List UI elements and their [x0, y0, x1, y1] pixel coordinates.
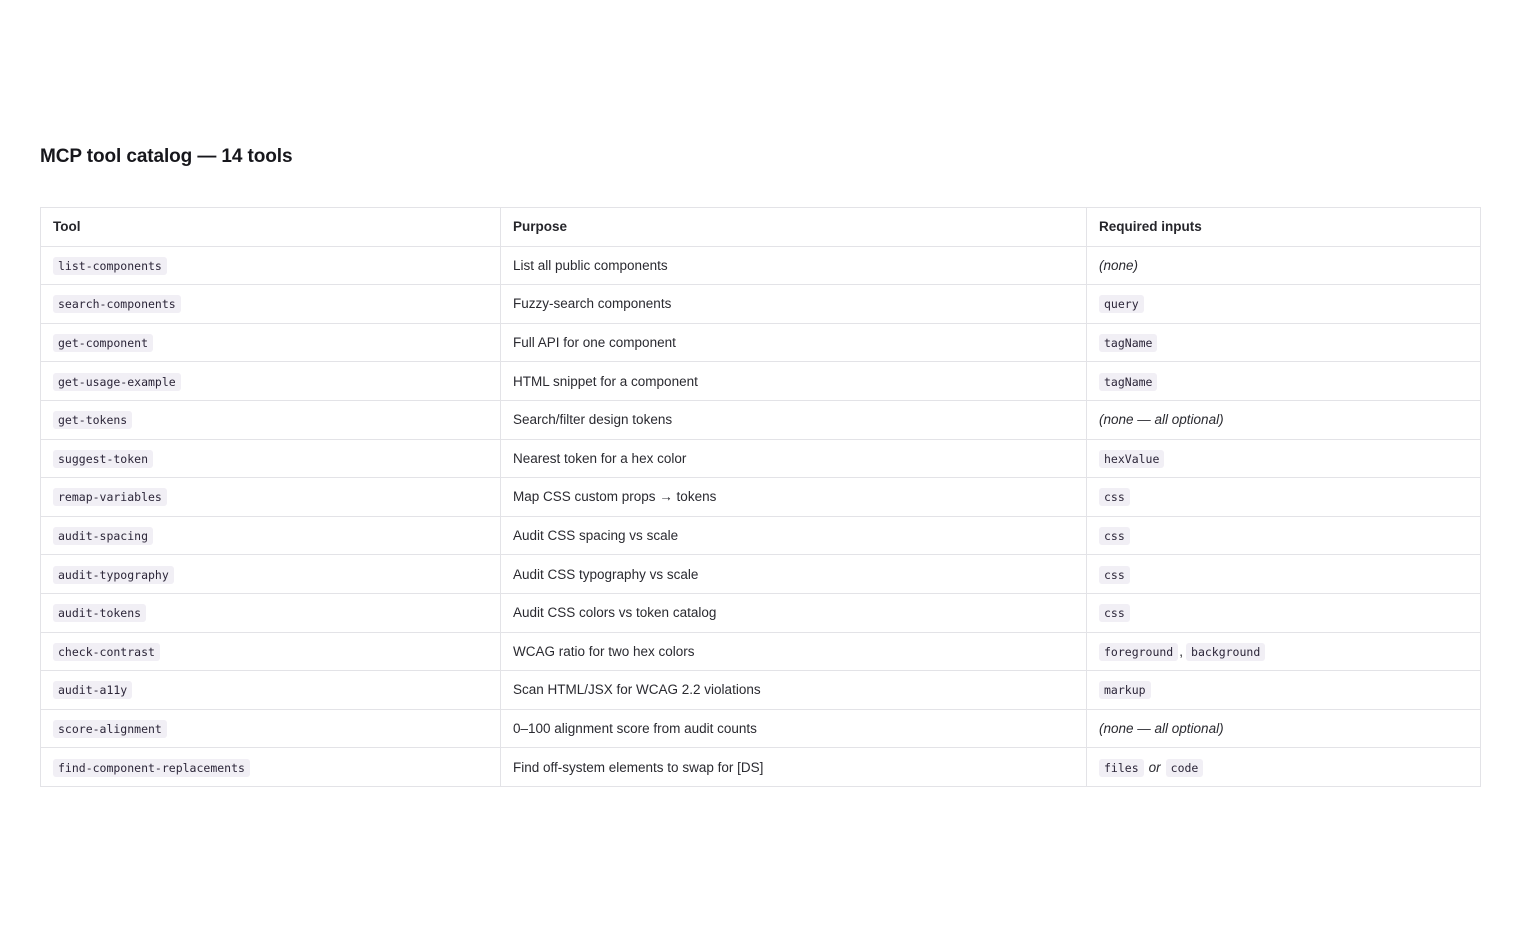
table-row: [41, 516, 1481, 555]
required-inputs-cell: [1087, 671, 1481, 710]
purpose-cell: Nearest token for a hex color: [501, 439, 1087, 478]
table-row: [41, 362, 1481, 401]
tool-cell: [41, 246, 501, 285]
purpose-cell: Find off-system elements to swap for [DS]: [501, 748, 1087, 787]
table-body: [41, 246, 1481, 786]
tool-name: get-usage-example: [53, 373, 181, 391]
input-param: background: [1186, 643, 1265, 661]
required-inputs-cell: [1087, 632, 1481, 671]
input-param: tagName: [1099, 373, 1157, 391]
table-row: [41, 246, 1481, 285]
inputs-note: (none — all optional): [1099, 412, 1224, 428]
purpose-cell: Audit CSS spacing vs scale: [501, 516, 1087, 555]
tool-cell: [41, 400, 501, 439]
tool-name: suggest-token: [53, 450, 153, 468]
purpose-cell: Audit CSS colors vs token catalog: [501, 593, 1087, 632]
tool-cell: [41, 555, 501, 594]
required-inputs-cell: [1087, 285, 1481, 324]
tool-cell: [41, 671, 501, 710]
input-param: query: [1099, 295, 1144, 313]
tool-name: get-tokens: [53, 411, 132, 429]
purpose-cell: 0–100 alignment score from audit counts: [501, 709, 1087, 748]
inputs-separator: or: [1148, 759, 1161, 775]
required-inputs-cell: [1087, 362, 1481, 401]
tool-cell: [41, 362, 501, 401]
tool-cell: [41, 478, 501, 517]
tool-cell: [41, 323, 501, 362]
column-header-required-inputs: Required inputs: [1087, 208, 1481, 247]
tool-name: find-component-replacements: [53, 759, 250, 777]
table-row: [41, 323, 1481, 362]
table-row: [41, 748, 1481, 787]
table-row: [41, 439, 1481, 478]
purpose-cell: HTML snippet for a component: [501, 362, 1087, 401]
purpose-cell: WCAG ratio for two hex colors: [501, 632, 1087, 671]
required-inputs-cell: [1087, 400, 1481, 439]
tool-name: audit-a11y: [53, 681, 132, 699]
tool-name: audit-tokens: [53, 604, 146, 622]
input-param: files: [1099, 759, 1144, 777]
table-row: [41, 478, 1481, 517]
purpose-cell: Full API for one component: [501, 323, 1087, 362]
purpose-cell: Map CSS custom props → tokens: [501, 478, 1087, 517]
tool-name: search-components: [53, 295, 181, 313]
required-inputs-cell: [1087, 478, 1481, 517]
input-param: hexValue: [1099, 450, 1164, 468]
tool-cell: [41, 748, 501, 787]
column-header-tool: Tool: [41, 208, 501, 247]
tool-catalog-table: [40, 207, 1481, 787]
required-inputs-cell: [1087, 323, 1481, 362]
input-param: css: [1099, 488, 1130, 506]
input-param: css: [1099, 604, 1130, 622]
page-title: MCP tool catalog — 14 tools: [40, 146, 293, 167]
required-inputs-cell: [1087, 516, 1481, 555]
input-param: tagName: [1099, 334, 1157, 352]
table-row: [41, 400, 1481, 439]
tool-name: audit-spacing: [53, 527, 153, 545]
input-param: css: [1099, 527, 1130, 545]
purpose-cell: List all public components: [501, 246, 1087, 285]
required-inputs-cell: [1087, 555, 1481, 594]
table-row: [41, 593, 1481, 632]
input-param: markup: [1099, 681, 1151, 699]
purpose-cell: Fuzzy-search components: [501, 285, 1087, 324]
column-header-purpose: Purpose: [501, 208, 1087, 247]
tool-name: audit-typography: [53, 566, 174, 584]
purpose-cell: Search/filter design tokens: [501, 400, 1087, 439]
tool-cell: [41, 516, 501, 555]
inputs-note: (none): [1099, 257, 1139, 273]
input-param: foreground: [1099, 643, 1178, 661]
required-inputs-cell: [1087, 439, 1481, 478]
tool-cell: [41, 593, 501, 632]
table-row: [41, 285, 1481, 324]
input-param: css: [1099, 566, 1130, 584]
table-row: [41, 555, 1481, 594]
tool-name: remap-variables: [53, 488, 167, 506]
required-inputs-cell: [1087, 709, 1481, 748]
table-row: [41, 671, 1481, 710]
tool-cell: [41, 632, 501, 671]
table-row: [41, 632, 1481, 671]
input-param: code: [1166, 759, 1204, 777]
tool-cell: [41, 709, 501, 748]
tool-name: get-component: [53, 334, 153, 352]
required-inputs-cell: [1087, 593, 1481, 632]
inputs-note: (none — all optional): [1099, 721, 1224, 737]
inputs-separator: ,: [1179, 643, 1184, 659]
purpose-cell: Scan HTML/JSX for WCAG 2.2 violations: [501, 671, 1087, 710]
tool-cell: [41, 439, 501, 478]
purpose-cell: Audit CSS typography vs scale: [501, 555, 1087, 594]
tool-name: list-components: [53, 257, 167, 275]
table-row: [41, 709, 1481, 748]
tool-name: score-alignment: [53, 720, 167, 738]
required-inputs-cell: [1087, 246, 1481, 285]
tool-cell: [41, 285, 501, 324]
tool-name: check-contrast: [53, 643, 160, 661]
required-inputs-cell: [1087, 748, 1481, 787]
table-header-row: [41, 208, 1481, 247]
